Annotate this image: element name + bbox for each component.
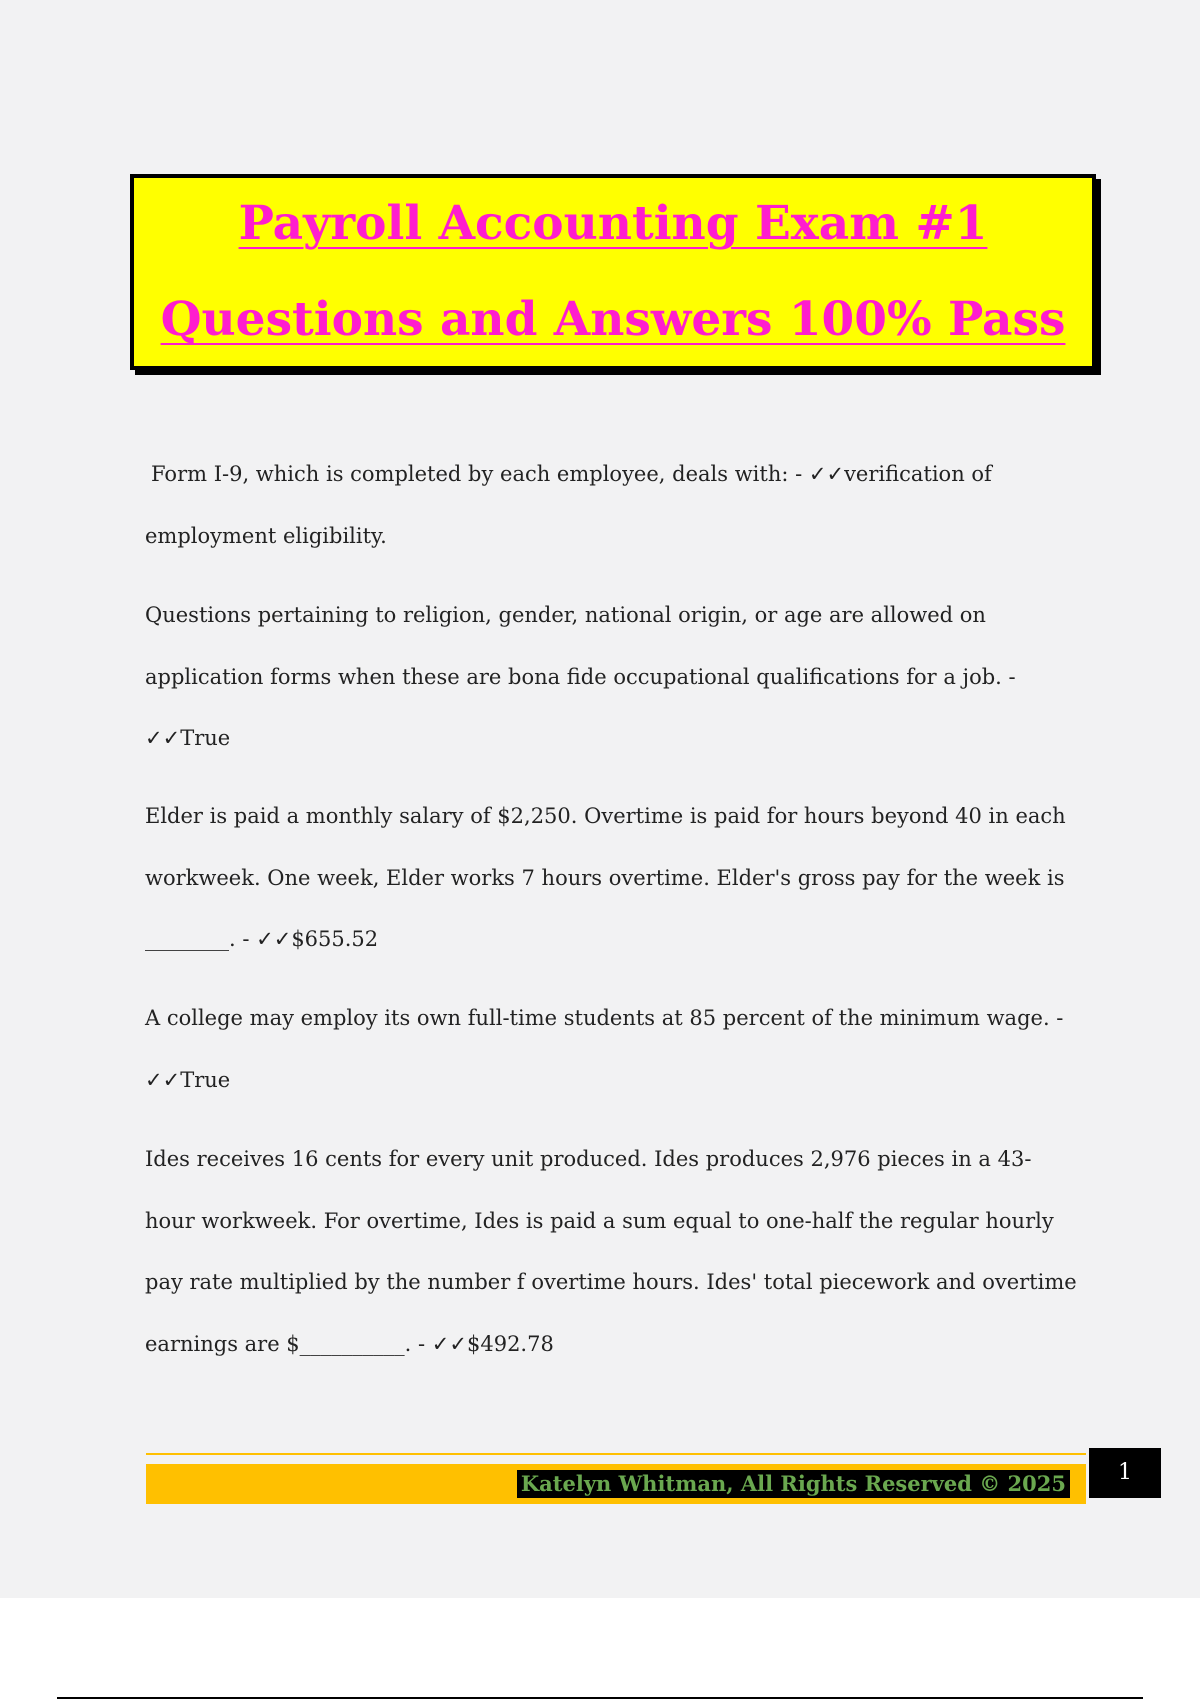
question-text: Form I-9, which is completed by each employee, deals with: - xyxy=(151,462,809,486)
answer-text: ✓✓verification of employment eligibility. xyxy=(145,462,992,548)
qa-item-3 xyxy=(145,786,1080,971)
title-box xyxy=(130,174,1096,370)
qa-item-1 xyxy=(145,444,1080,567)
answer-text: ✓✓True xyxy=(145,1067,231,1092)
copyright-notice: Katelyn Whitman, All Rights Reserved © 2025 xyxy=(517,1470,1070,1498)
question-text: Ides receives 16 cents for every unit produced. Ides produces 2,976 pieces in a 43-hour workweek. For overtime, Ides is paid a sum equal to one-half the regular hourly pay rate multiplied by the number f overtime hours. Ides' total piecework and overtime earnings are $__________. - xyxy=(145,1147,1077,1356)
footer-bar xyxy=(146,1464,1086,1504)
document-title: Payroll Accounting Exam #1 Questions and Answers 100% Pass xyxy=(160,196,1066,347)
answer-text: ✓✓$655.52 xyxy=(256,927,379,951)
answer-text: ✓✓True xyxy=(145,726,231,750)
footer-rule xyxy=(146,1453,1086,1455)
qa-item-5 xyxy=(145,1129,1080,1375)
question-text: A college may employ its own full-time students at 85 percent of the minimum wage. - xyxy=(145,1006,1064,1030)
qa-item-4 xyxy=(145,988,1080,1111)
question-text: Elder is paid a monthly salary of $2,250. Overtime is paid for hours beyond 40 in each workweek. One week, Elder works 7 hours overtime. Elder's gross pay for the week is ________. - xyxy=(145,804,1066,951)
question-text: Questions pertaining to religion, gender, national origin, or age are allowed on application forms when these are bona fide occupational qualifications for a job. - xyxy=(145,603,1016,689)
page-number: 1 xyxy=(1089,1448,1161,1498)
bottom-divider xyxy=(57,1697,1143,1699)
qa-item-2 xyxy=(145,585,1080,770)
answer-text: ✓✓$492.78 xyxy=(431,1331,554,1356)
